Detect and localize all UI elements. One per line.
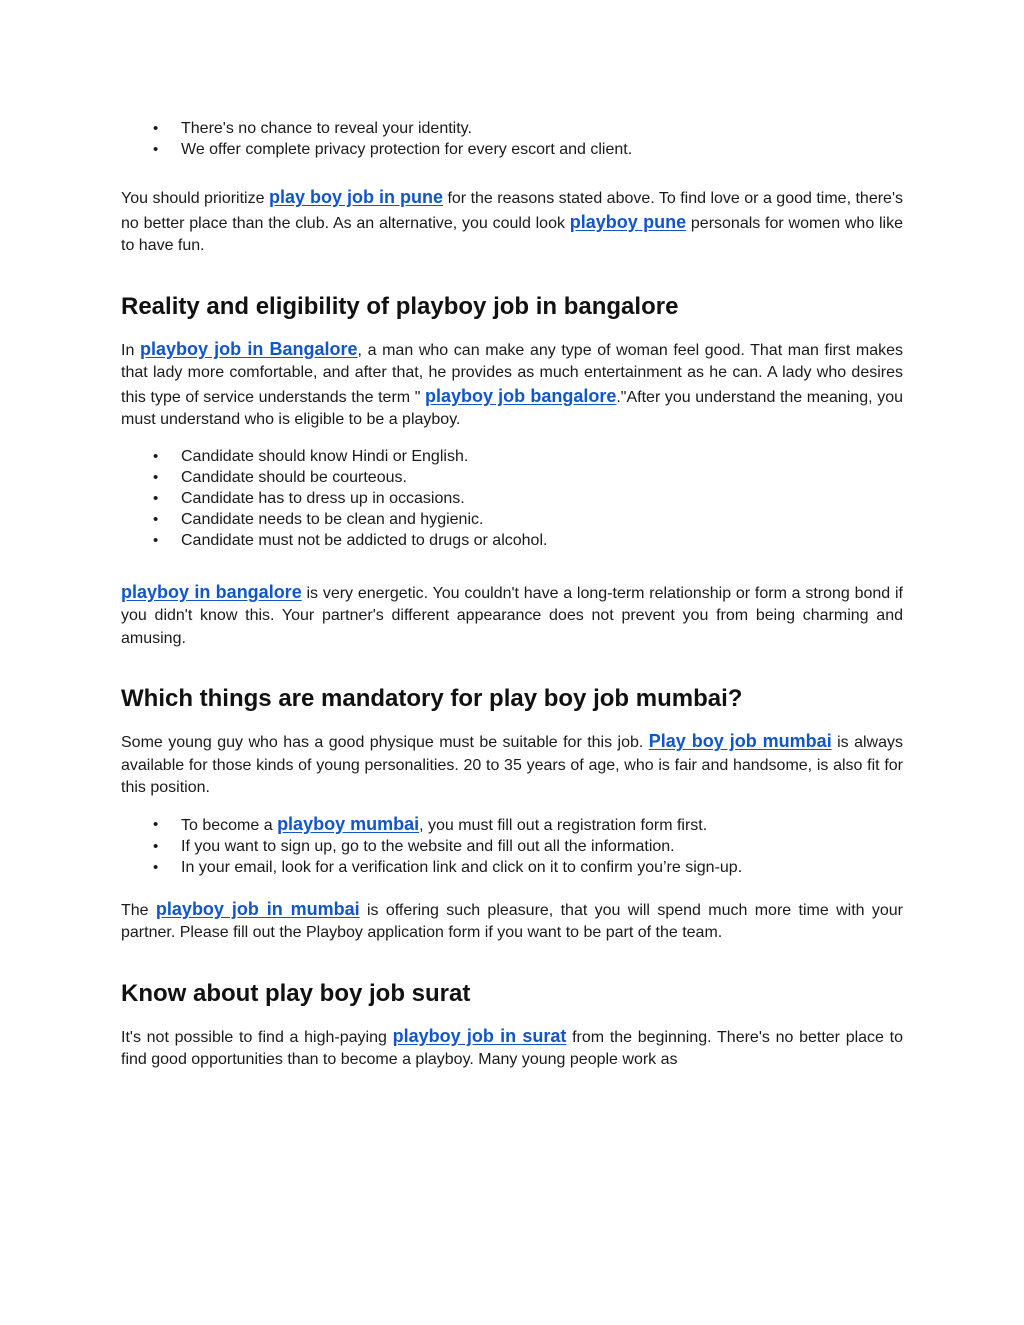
text-span: It's not possible to find a high-paying: [121, 1028, 393, 1046]
text-span: In: [121, 341, 140, 359]
bangalore-paragraph: [121, 338, 903, 432]
heading-mumbai: Which things are mandatory for play boy job mumbai?: [121, 685, 743, 712]
mumbai-paragraph: [121, 730, 903, 800]
pune-paragraph: [121, 186, 903, 258]
link-playboy-job-bangalore[interactable]: playboy job bangalore: [425, 385, 617, 406]
text-span: The: [121, 901, 156, 919]
link-playboy-mumbai[interactable]: playboy mumbai: [277, 813, 420, 834]
text-span: , you must fill out a registration form first.: [419, 816, 708, 834]
list-item: • If you want to sign up, go to the website and fill out all the information.: [121, 836, 903, 857]
link-play-boy-job-in-pune[interactable]: play boy job in pune: [268, 187, 443, 207]
link-playboy-job-in-mumbai[interactable]: playboy job in mumbai: [155, 898, 360, 919]
text-span: from the beginning. There's no better place to find good opportunities than to become a playboy. Many young people work as: [121, 1028, 903, 1068]
text-span: You should prioritize: [121, 190, 269, 207]
text-span: ."After you understand the meaning, you must understand who is eligible to be a playboy.: [121, 388, 904, 428]
text-span: is very energetic. You couldn't have a long-term relationship or form a strong bond if you didn't know this. Your partner's different appearance does not prevent you from being charming and amusing.: [121, 584, 903, 647]
privacy-list: [121, 118, 903, 160]
list-item: • Candidate should know Hindi or English.: [121, 446, 903, 467]
link-playboy-pune[interactable]: playboy pune: [569, 211, 687, 232]
signup-list: [121, 814, 903, 878]
text-span: , a man who can make any type of woman feel good. That man first makes that lady more comfortable, and after that, he provides as much entertainment as he can. A lady who desires this type of service understands the term ": [121, 341, 904, 406]
heading-surat: Know about play boy job surat: [121, 979, 471, 1007]
list-item: • Candidate must not be addicted to drugs or alcohol.: [121, 530, 903, 551]
text-span: personals for women who like to have fun.: [121, 214, 904, 254]
link-playboy-in-bangalore[interactable]: playboy in bangalore: [121, 581, 302, 602]
text-span: for the reasons stated above. To find love or a good time, there's no better place than the club. As an alternative, you could look: [121, 190, 903, 232]
mumbai-paragraph-2: [121, 898, 903, 945]
link-playboy-job-in-bangalore[interactable]: playboy job in Bangalore: [139, 338, 358, 359]
list-item: • Candidate needs to be clean and hygienic.: [121, 509, 903, 530]
heading-bangalore: Reality and eligibility of playboy job in bangalore: [121, 292, 679, 320]
list-item: • We offer complete privacy protection for every escort and client.: [121, 139, 903, 160]
list-item: [121, 814, 903, 836]
list-item: • Candidate should be courteous.: [121, 467, 903, 488]
bangalore-paragraph-2: [121, 581, 903, 651]
text-span: is offering such pleasure, that you will spend much more time with your partner. Please fill out the Playboy application form if you want to be part of the team.: [121, 901, 904, 941]
link-playboy-job-in-surat[interactable]: playboy job in surat: [392, 1025, 567, 1046]
link-play-boy-job-mumbai[interactable]: Play boy job mumbai: [648, 731, 832, 751]
text-span: is always available for those kinds of young personalities. 20 to 35 years of age, who is fair and handsome, is also fit for this position.: [121, 734, 904, 796]
text-span: To become a: [181, 816, 278, 834]
document-page: [121, 118, 903, 1072]
text-span: Some young guy who has a good physique must be suitable for this job.: [121, 734, 649, 751]
list-item: • In your email, look for a verification link and click on it to confirm you’re sign-up.: [121, 857, 903, 878]
eligibility-list: [121, 446, 903, 551]
list-item: • Candidate has to dress up in occasions.: [121, 488, 903, 509]
list-item: • There's no chance to reveal your identity.: [121, 118, 903, 139]
surat-paragraph: [121, 1025, 903, 1072]
